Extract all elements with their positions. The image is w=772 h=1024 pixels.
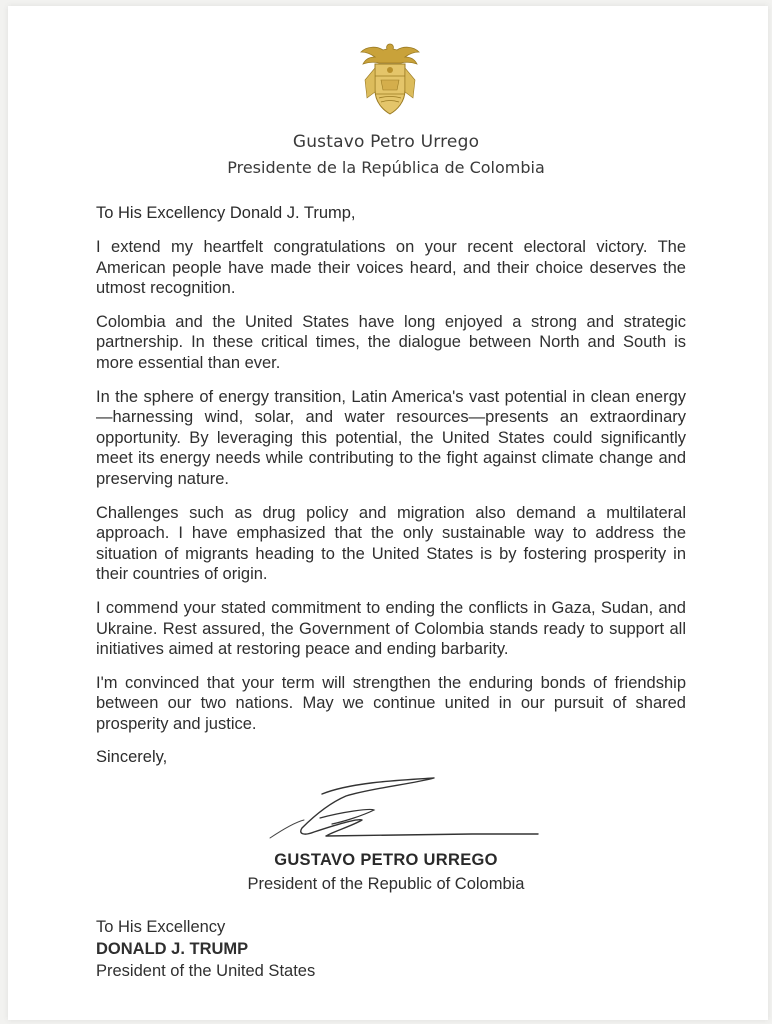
- paragraph-congratulations: I extend my heartfelt congratulations on your recent electoral victory. The American people have made their voices heard, and their choice deserves the utmost recognition.: [96, 238, 686, 298]
- colombia-coat-of-arms-seal: [357, 40, 423, 118]
- paragraph-energy: In the sphere of energy transition, Latin America's vast potential in clean energy—harnessing wind, solar, and water resources—presents an extraordinary opportunity. By leveraging this potential, the United States could significantly meet its energy needs while contributing to the fight against climate change and preserving nature.: [96, 387, 686, 488]
- paragraph-conflicts: I commend your stated commitment to ending the conflicts in Gaza, Sudan, and Ukraine. Rest assured, the Government of Colombia stands ready to support all initiatives aimed at restoring peace and ending barbarity.: [96, 598, 686, 659]
- recipient-block: [96, 916, 315, 982]
- letterhead: [0, 132, 772, 177]
- paragraph-partnership: Colombia and the United States have long enjoyed a strong and strategic partnership. In these critical times, the dialogue between North and South is more essential than ever.: [96, 312, 686, 372]
- greeting: To His Excellency Donald J. Trump,: [96, 204, 356, 222]
- letterhead-name: Gustavo Petro Urrego: [292, 132, 480, 152]
- letterhead-title: Presidente de la República de Colombia: [227, 158, 545, 177]
- recipient-salutation: To His Excellency: [96, 918, 226, 936]
- signer-title: President of the Republic of Colombia: [247, 875, 525, 893]
- letter-body: [96, 203, 686, 768]
- paragraph-migration: Challenges such as drug policy and migration also demand a multilateral approach. I have emphasized that the only sustainable way to address the situation of migrants heading to the United States is by fostering prosperity in their countries of origin.: [96, 503, 686, 584]
- recipient-title: President of the United States: [96, 962, 316, 980]
- signer-name: GUSTAVO PETRO URREGO: [274, 851, 498, 869]
- signer-block: [0, 851, 772, 894]
- paragraph-friendship: I'm convinced that your term will strengthen the enduring bonds of friendship between our two nations. May we continue united in our pursuit of shared prosperity and justice.: [96, 673, 686, 733]
- recipient-name: DONALD J. TRUMP: [96, 940, 249, 958]
- handwritten-signature: [262, 774, 542, 850]
- closing: Sincerely,: [96, 748, 168, 767]
